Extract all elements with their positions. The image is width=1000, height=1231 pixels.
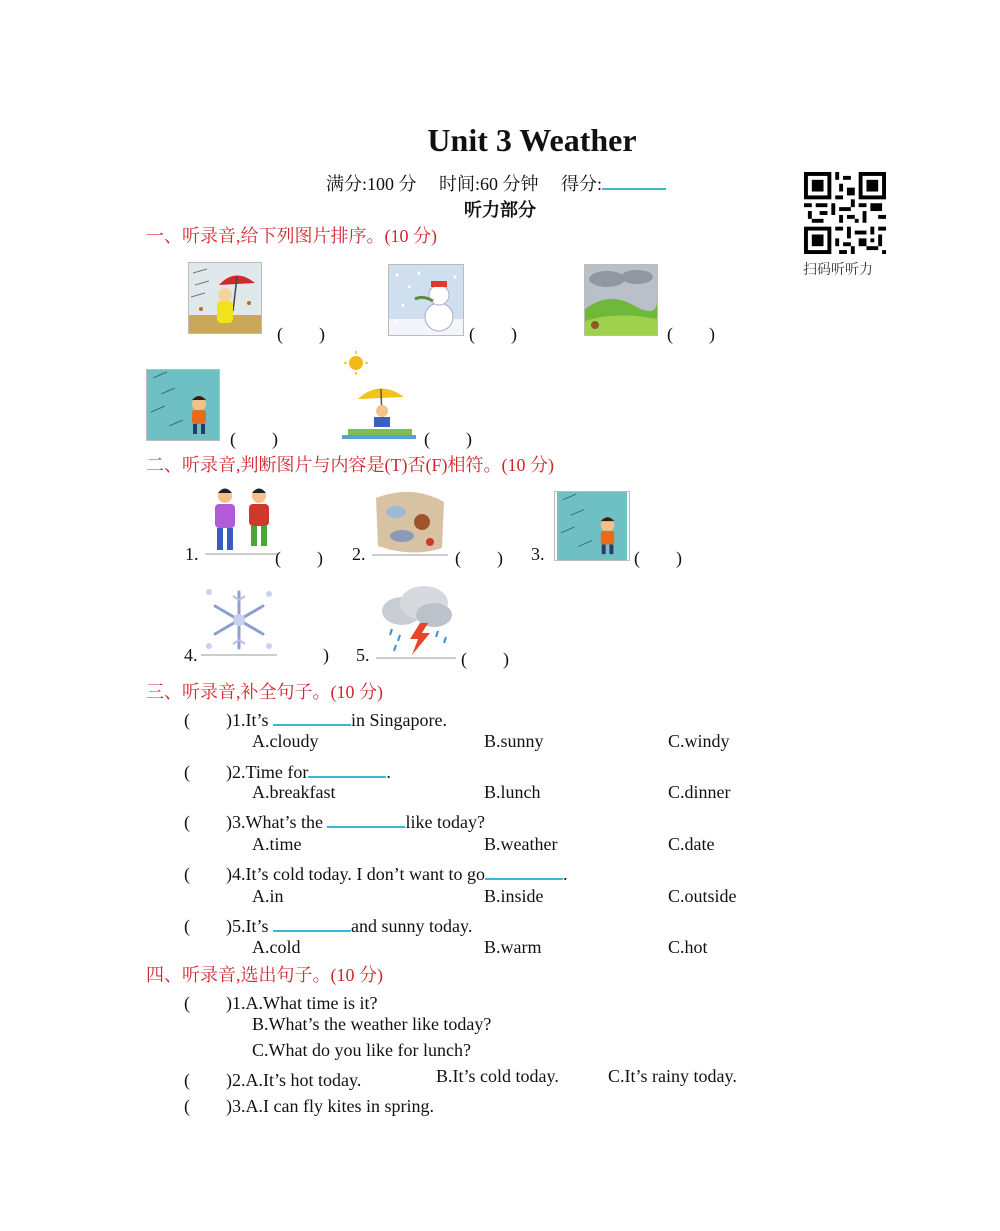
qr-code-icon[interactable] <box>804 172 886 254</box>
two-kids-picture <box>205 484 279 556</box>
score-blank[interactable] <box>602 172 666 190</box>
question-text: 2.Time for <box>232 762 309 782</box>
answer-paren[interactable]: ( ) <box>184 916 232 936</box>
question-row <box>184 1066 361 1092</box>
question-text: 3.What’s the <box>232 812 328 832</box>
fill-blank[interactable] <box>485 862 563 880</box>
answer-blank[interactable]: ( ) <box>277 324 325 344</box>
option-c[interactable]: C.It’s rainy today. <box>608 1066 737 1086</box>
option-b[interactable]: B.lunch <box>484 782 541 802</box>
option-a[interactable]: 3.A.I can fly kites in spring. <box>232 1096 434 1116</box>
cloudy-hills-picture <box>584 264 658 336</box>
fill-blank[interactable] <box>273 708 351 726</box>
windy-umbrella-picture <box>188 262 262 334</box>
question-row <box>184 912 472 938</box>
answer-blank[interactable]: ( ) <box>469 324 517 344</box>
answer-blank[interactable]: ( ) <box>634 548 682 568</box>
answer-paren[interactable]: ( ) <box>184 864 232 884</box>
item-number: 2. <box>352 544 366 564</box>
answer-blank[interactable]: ( ) <box>275 548 323 568</box>
question-text: in Singapore. <box>351 710 448 730</box>
option-b[interactable]: B.inside <box>484 886 544 906</box>
answer-paren[interactable]: ( ) <box>184 812 232 832</box>
answer-blank[interactable]: ( ) <box>461 649 509 669</box>
answer-blank[interactable]: ( ) <box>230 429 278 449</box>
answer-paren[interactable]: ( ) <box>184 762 232 782</box>
option-c[interactable]: C.date <box>668 834 715 854</box>
answer-blank-partial[interactable]: ) <box>323 645 329 665</box>
question-text: like today? <box>405 812 485 832</box>
snowman-picture <box>388 264 464 336</box>
option-c[interactable]: C.outside <box>668 886 737 906</box>
section4-title: 四、听录音,选出句子。(10 分) <box>146 965 383 985</box>
option-a[interactable]: A.time <box>252 834 302 854</box>
question-row <box>184 1092 434 1118</box>
answer-blank[interactable]: ( ) <box>424 429 472 449</box>
storm-cloud-picture <box>376 583 456 659</box>
question-row <box>184 808 485 834</box>
sunny-umbrella-picture <box>342 351 416 439</box>
question-text: 5.It’s <box>232 916 274 936</box>
snowflake-picture <box>201 584 277 656</box>
listening-heading: 听力部分 <box>464 200 536 220</box>
option-a[interactable]: 2.A.It’s hot today. <box>232 1070 362 1090</box>
question-row <box>184 860 567 886</box>
answer-blank[interactable]: ( ) <box>667 324 715 344</box>
question-text: and sunny today. <box>351 916 473 936</box>
answer-paren[interactable]: ( ) <box>184 1070 232 1090</box>
option-a[interactable]: 1.A.What time is it? <box>232 993 378 1013</box>
section1-title: 一、听录音,给下列图片排序。(10 分) <box>146 226 437 246</box>
section2-title: 二、听录音,判断图片与内容是(T)否(F)相符。(10 分) <box>146 455 554 475</box>
question-row <box>184 706 447 732</box>
option-b[interactable]: B.What’s the weather like today? <box>252 1014 492 1034</box>
answer-blank[interactable]: ( ) <box>455 548 503 568</box>
exam-meta <box>326 170 684 196</box>
question-row <box>184 758 391 784</box>
rainy-boy-picture <box>146 369 220 441</box>
question-text: 1.It’s <box>232 710 274 730</box>
rainy-boy-picture <box>554 491 630 561</box>
option-b[interactable]: B.It’s cold today. <box>436 1066 559 1086</box>
fill-blank[interactable] <box>273 914 351 932</box>
option-a[interactable]: A.breakfast <box>252 782 336 802</box>
answer-paren[interactable]: ( ) <box>184 993 232 1013</box>
option-b[interactable]: B.warm <box>484 937 542 957</box>
option-b[interactable]: B.sunny <box>484 731 544 751</box>
fill-blank[interactable] <box>308 760 386 778</box>
option-c[interactable]: C.windy <box>668 731 730 751</box>
option-a[interactable]: A.cold <box>252 937 301 957</box>
item-number: 5. <box>356 645 370 665</box>
item-number: 3. <box>531 544 545 564</box>
question-text: 4.It’s cold today. I don’t want to go <box>232 864 485 884</box>
item-number: 1. <box>185 544 199 564</box>
qr-caption: 扫码听听力 <box>803 262 873 278</box>
full-marks: 满分:100 分 <box>326 174 417 194</box>
option-c[interactable]: C.What do you like for lunch? <box>252 1040 471 1060</box>
time-limit: 时间:60 分钟 <box>439 174 539 194</box>
option-b[interactable]: B.weather <box>484 834 558 854</box>
answer-paren[interactable]: ( ) <box>184 1096 232 1116</box>
question-text: . <box>562 864 568 884</box>
option-c[interactable]: C.dinner <box>668 782 731 802</box>
option-a[interactable]: A.cloudy <box>252 731 319 751</box>
question-row <box>184 989 377 1015</box>
section3-title: 三、听录音,补全句子。(10 分) <box>146 682 383 702</box>
answer-paren[interactable]: ( ) <box>184 710 232 730</box>
fill-blank[interactable] <box>327 810 405 828</box>
item-number: 4. <box>184 645 198 665</box>
option-a[interactable]: A.in <box>252 886 284 906</box>
autumn-leaves-picture <box>372 488 448 556</box>
score-label: 得分: <box>561 174 603 194</box>
page-title: Unit 3 Weather <box>427 122 637 158</box>
option-c[interactable]: C.hot <box>668 937 708 957</box>
question-text: . <box>386 762 391 782</box>
